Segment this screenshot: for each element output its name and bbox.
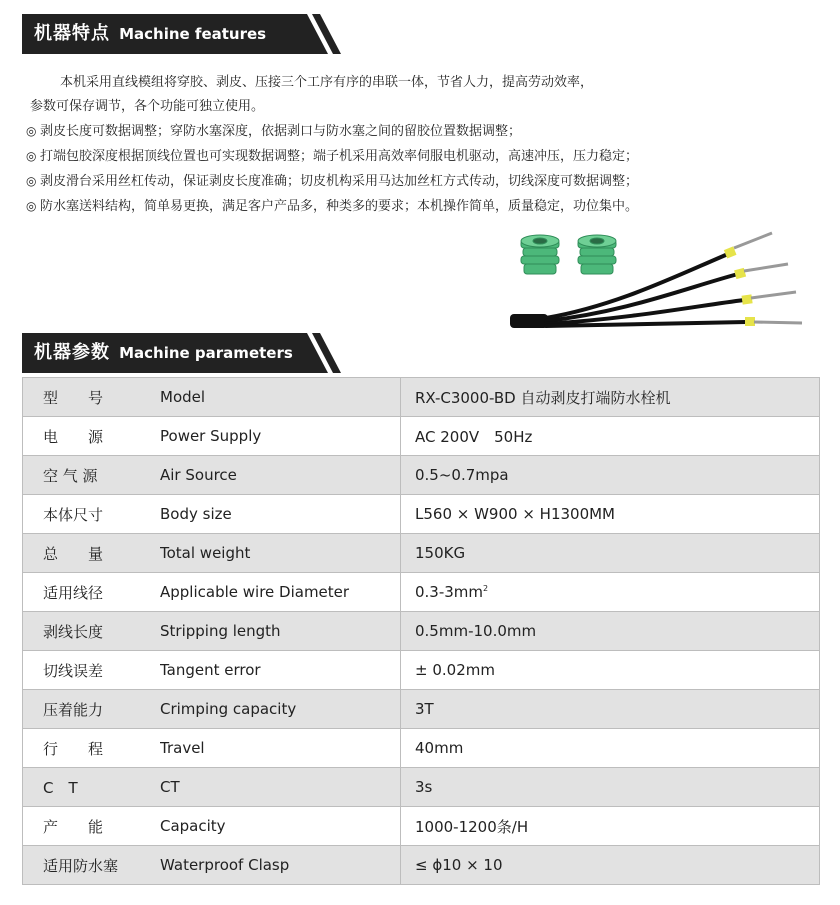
param-name-en: Power Supply [160,417,401,456]
parameters-title-en: Machine parameters [119,344,293,362]
product-image-wires-and-seals [506,226,816,340]
param-value: 3T [401,690,820,729]
circle-dot-icon: ◎ [26,199,37,213]
terminal-icon [724,233,802,326]
param-value: L560 × W900 × H1300MM [401,495,820,534]
param-value: RX-C3000-BD 自动剥皮打端防水栓机 [401,378,820,417]
param-name-cn: 压着能力 [23,690,161,729]
param-value: ± 0.02mm [401,651,820,690]
circle-dot-icon: ◎ [26,149,37,163]
param-name-cn: 行 程 [23,729,161,768]
param-name-cn: 空 气 源 [23,456,161,495]
param-name-cn: 电 源 [23,417,161,456]
param-name-cn: 本体尺寸 [23,495,161,534]
param-name-en: Model [160,378,401,417]
param-name-en: Air Source [160,456,401,495]
param-name-en: Crimping capacity [160,690,401,729]
param-value: ≤ ϕ10 × 10 [401,846,820,885]
table-row [23,807,820,846]
param-value: 1000-1200条/H [401,807,820,846]
waterproof-seal-icon [521,235,559,274]
table-row [23,573,820,612]
param-name-cn: 切线误差 [23,651,161,690]
features-title-cn: 机器特点 [34,23,110,44]
table-row [23,612,820,651]
param-name-en: CT [160,768,401,807]
param-name-en: Body size [160,495,401,534]
table-row [23,768,820,807]
table-row [23,729,820,768]
param-value: 150KG [401,534,820,573]
table-row [23,534,820,573]
table-row [23,651,820,690]
intro-line-2: 参数可保存调节，各个功能可独立使用。 [30,99,265,114]
param-value: 0.5mm-10.0mm [401,612,820,651]
waterproof-seal-icon [578,235,616,274]
feature-bullet: ◎ 防水塞送料结构，简单易更换，满足客户产品多，种类多的要求；本机操作简单，质量稳定，功位集中。 [30,194,830,219]
param-name-cn: 剥线长度 [23,612,161,651]
param-name-en: Capacity [160,807,401,846]
param-name-en: Tangent error [160,651,401,690]
param-value: 40mm [401,729,820,768]
machine-features-header [22,14,342,54]
parameters-table [22,377,820,885]
param-value: $0.3-3mm^2$ [401,573,820,612]
table-row [23,495,820,534]
features-title-en: Machine features [119,25,267,43]
circle-dot-icon: ◎ [26,124,37,138]
table-row [23,690,820,729]
param-name-cn: 总 量 [23,534,161,573]
param-name-en: Stripping length [160,612,401,651]
param-name-en: Travel [160,729,401,768]
intro-line-1: 本机采用直线模组将穿胶、剥皮、压接三个工序有序的串联一体，节省人力，提高劳动效率， [60,75,594,90]
param-name-cn: 适用线径 [23,573,161,612]
table-row [23,378,820,417]
features-description [26,71,830,219]
superscript: 2 [483,584,489,593]
param-value: 3s [401,768,820,807]
table-row [23,417,820,456]
feature-bullet: ◎ 剥皮长度可数据调整；穿防水塞深度，依据剥口与防水塞之间的留胶位置数据调整； [30,119,830,144]
param-name-cn: 适用防水塞 [23,846,161,885]
param-name-cn: 型 号 [23,378,161,417]
param-name-cn: 产 能 [23,807,161,846]
parameters-title-cn: 机器参数 [34,342,110,363]
feature-bullet: ◎ 剥皮滑台采用丝杠传动，保证剥皮长度准确；切皮机构采用马达加丝杠方式传动，切线深度可数据调整； [30,169,830,194]
feature-bullet: ◎ 打端包胶深度根据顶线位置也可实现数据调整；端子机采用高效率伺服电机驱动，高速冲压，压力稳定； [30,144,830,169]
param-name-en: Total weight [160,534,401,573]
param-name-en: Waterproof Clasp [160,846,401,885]
circle-dot-icon: ◎ [26,174,37,188]
param-value: AC 200V 50Hz [401,417,820,456]
table-row [23,456,820,495]
param-name-cn: C T [23,768,161,807]
param-value: 0.5~0.7mpa [401,456,820,495]
table-row [23,846,820,885]
param-name-en: Applicable wire Diameter [160,573,401,612]
machine-parameters-header [22,333,342,373]
